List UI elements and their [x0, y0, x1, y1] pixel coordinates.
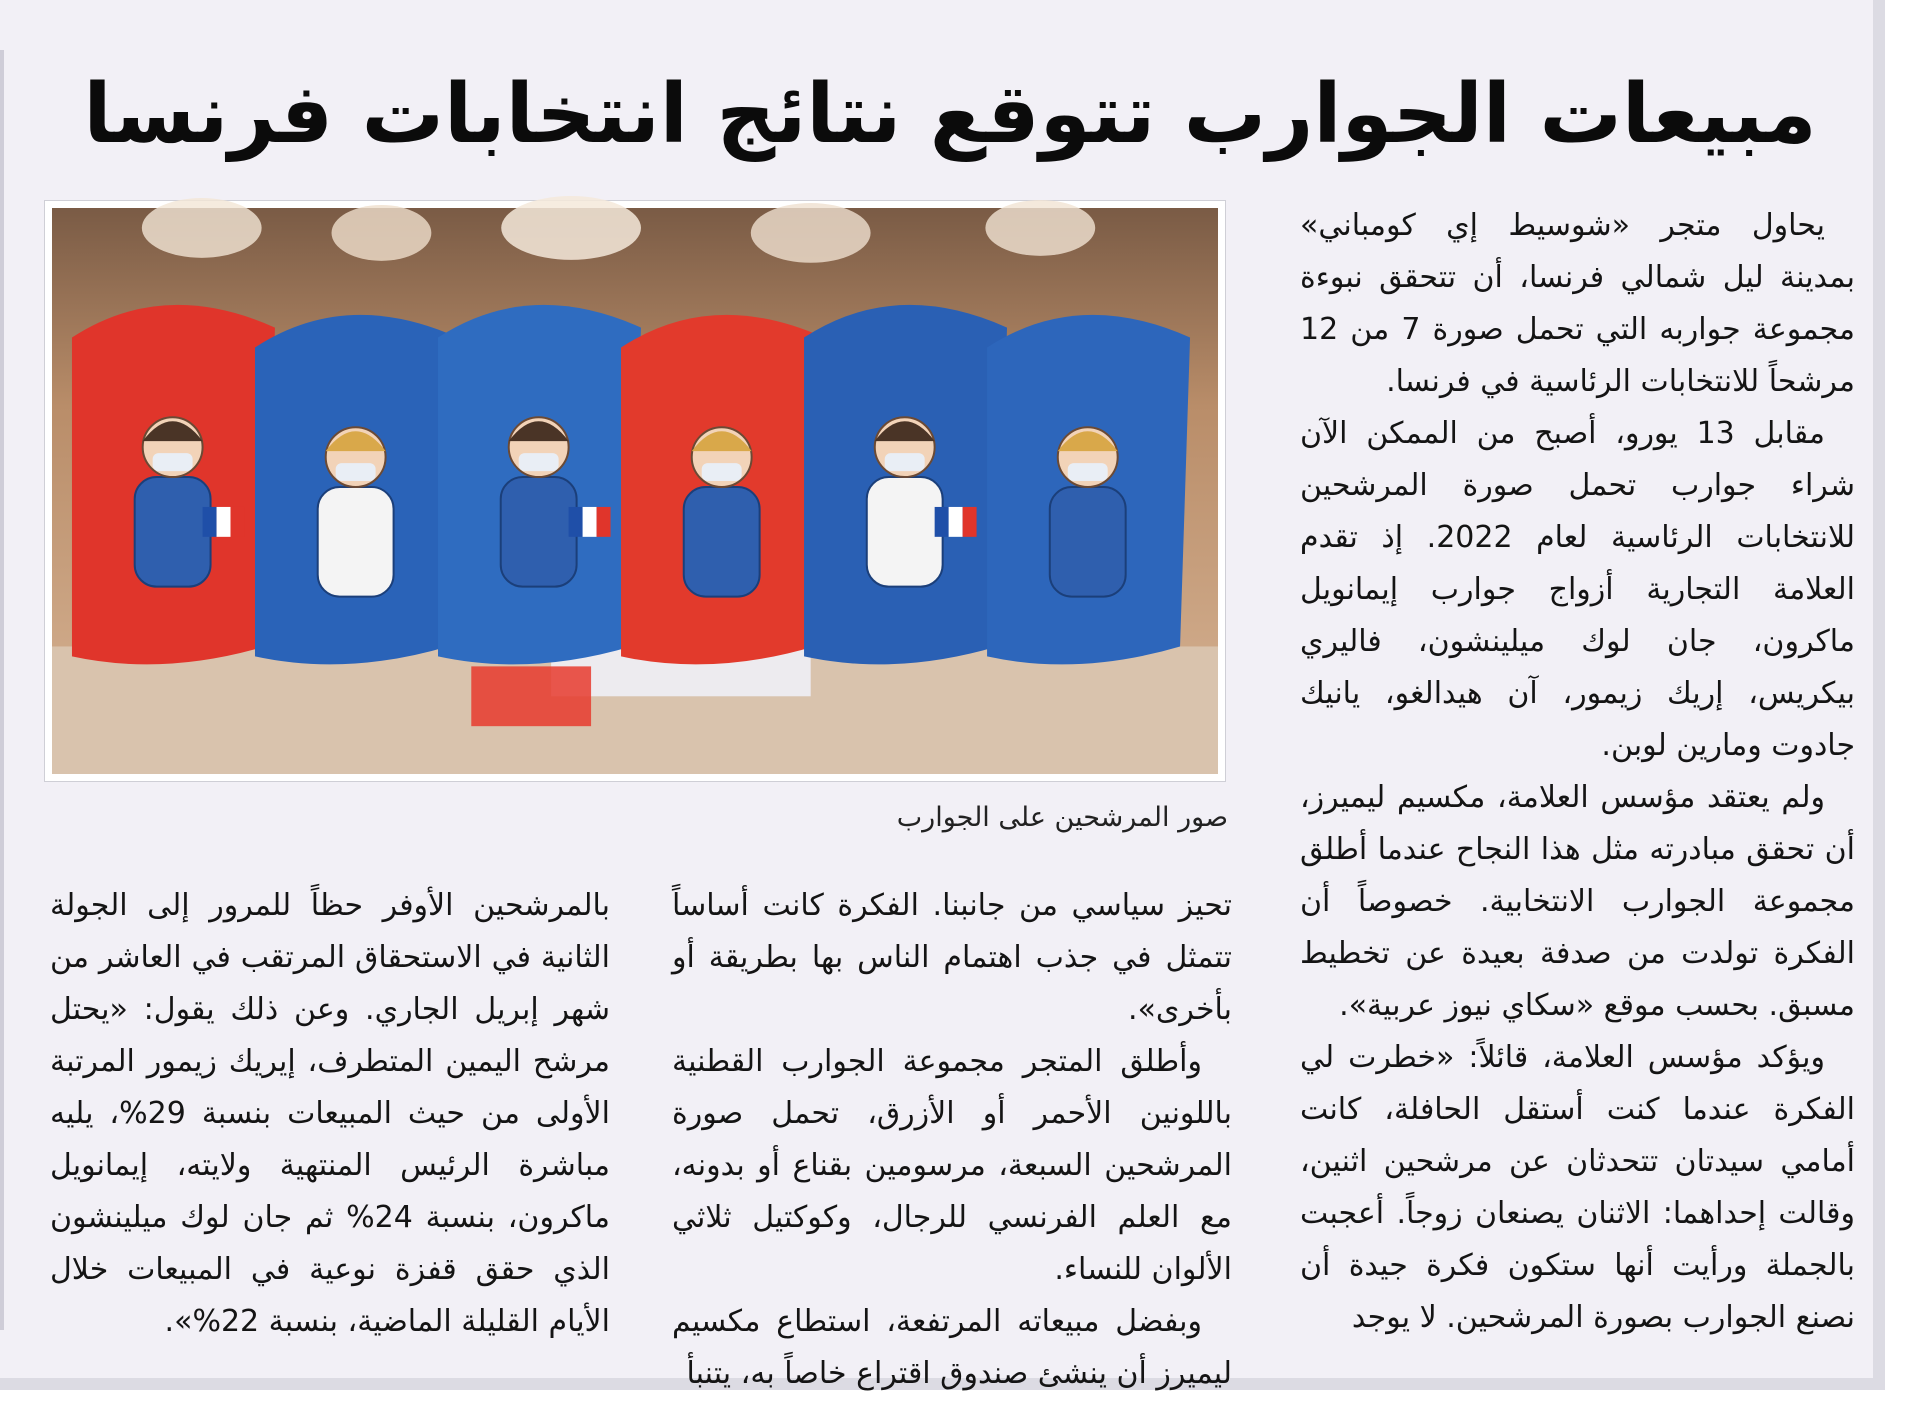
flag-stripe	[569, 507, 583, 537]
sock	[72, 305, 275, 664]
sock	[438, 305, 641, 664]
article-column-right	[1300, 200, 1855, 1350]
flag-stripe	[597, 507, 611, 537]
article-column-middle	[672, 880, 1232, 1391]
flag-stripe	[963, 507, 977, 537]
flag-stripe	[949, 507, 963, 537]
flag-stripe	[583, 507, 597, 537]
candidate-mask	[336, 463, 376, 481]
candidate-body	[684, 487, 760, 597]
candidate-body	[867, 477, 943, 587]
candidate-mask	[885, 453, 925, 471]
sock	[621, 315, 824, 664]
paragraph: تحيز سياسي من جانبنا. الفكرة كانت أساساً تتمثل في جذب اهتمام الناس بها بطريقة أو بأخرى».	[672, 888, 1232, 1027]
socks-photo-image	[52, 208, 1218, 774]
paragraph: ويؤكد مؤسس العلامة، قائلاً: «خطرت لي الفكرة عندما كنت أستقل الحافلة، كانت أمامي سيدتان تتحدثان عن مرشحين اثنين، وقالت إحداهما: الاثنان يصنعان زوجاً. أعجبت بالجملة ورأيت أنها ستكون فكرة جيدة أن نصنع الجوارب بصورة المرشحين. لا يوجد	[1300, 1040, 1855, 1335]
flag-stripe	[935, 507, 949, 537]
flag-stripe	[217, 507, 231, 537]
paragraph: بالمرشحين الأوفر حظاً للمرور إلى الجولة الثانية في الاستحقاق المرتقب في العاشر من شهر إبريل الجاري. وعن ذلك يقول: «يحتل مرشح اليمين المتطرف، إيريك زيمور المرتبة الأولى من حيث المبيعات بنسبة 29%، يليه مباشرة الرئيس المنتهية ولايته، إيمانويل ماكرون، بنسبة 24% ثم جان لوك ميلينشون الذي حقق قفزة نوعية في المبيعات خلال الأيام القليلة الماضية، بنسبة 22%».	[50, 888, 610, 1339]
candidate-body	[135, 477, 211, 587]
socks-group	[72, 305, 1190, 664]
candidate-mask	[519, 453, 559, 471]
photo-caption: صور المرشحين على الجوارب	[896, 802, 1228, 833]
flag-stripe	[231, 507, 245, 537]
paragraph: مقابل 13 يورو، أصبح من الممكن الآن شراء جوارب تحمل صورة المرشحين للانتخابات الرئاسية لعام 2022. إذ تقدم العلامة التجارية أزواج جوارب إيمانويل ماكرون، جان لوك ميلينشون، فاليري بيكريس، إريك زيمور، آن هيدالغو، يانيك جادوت ومارين لوبن.	[1300, 416, 1855, 763]
flag-stripe	[203, 507, 217, 537]
paragraph: ولم يعتقد مؤسس العلامة، مكسيم ليميرز، أن تحقق مبادرته مثل هذا النجاح عندما أطلق مجموعة الجوارب الانتخابية. خصوصاً أن الفكرة تولدت من صدفة بعيدة عن تخطيط مسبق. بحسب موقع «سكاي نيوز عربية».	[1300, 780, 1855, 1023]
paragraph: يحاول متجر «شوسيط إي كومباني» بمدينة ليل شمالي فرنسا، أن تتحقق نبوءة مجموعة جواربه التي تحمل صورة 7 من 12 مرشحاً للانتخابات الرئاسية في فرنسا.	[1300, 208, 1855, 399]
sock	[987, 315, 1190, 664]
candidate-mask	[1068, 463, 1108, 481]
column-rule	[0, 50, 4, 1330]
candidate-body	[501, 477, 577, 587]
candidate-mask	[153, 453, 193, 471]
article-photo	[44, 200, 1226, 782]
paragraph: وأطلق المتجر مجموعة الجوارب القطنية باللونين الأحمر أو الأزرق، تحمل صورة المرشحين السبعة، مرسومين بقناع أو بدونه، مع العلم الفرنسي للرجال، وكوكتيل ثلاثي الألوان للنساء.	[672, 1044, 1232, 1287]
sock	[804, 305, 1007, 664]
candidate-body	[1050, 487, 1126, 597]
candidate-mask	[702, 463, 742, 481]
candidate-body	[318, 487, 394, 597]
headline: مبيعات الجوارب تتوقع نتائج انتخابات فرنسا	[83, 67, 1817, 162]
paragraph: وبفضل مبيعاته المرتفعة، استطاع مكسيم ليميرز أن ينشئ صندوق اقتراع خاصاً به، يتنبأ	[672, 1304, 1232, 1391]
sock	[255, 315, 458, 664]
article-column-left	[50, 880, 610, 1350]
